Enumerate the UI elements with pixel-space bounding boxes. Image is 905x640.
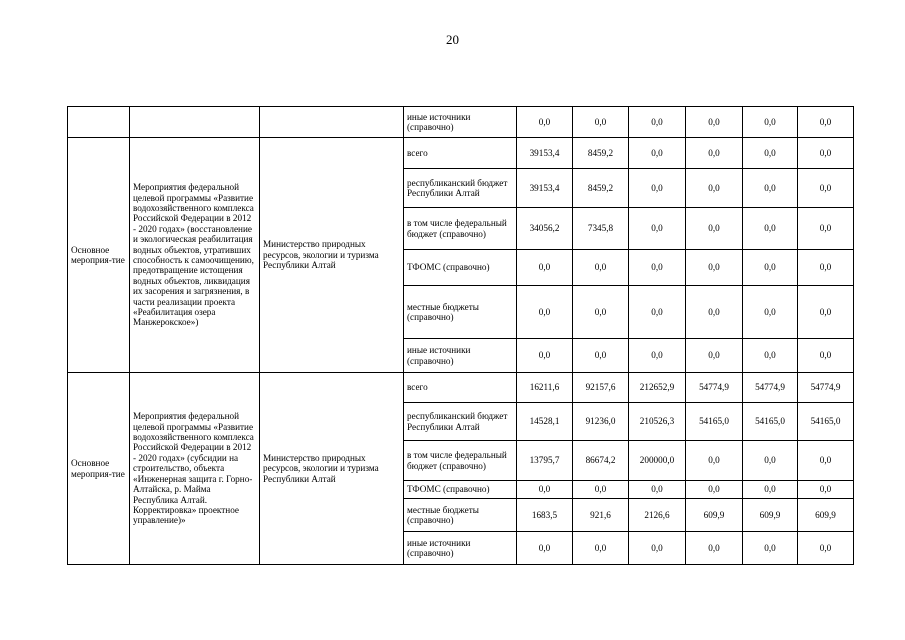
value-cell: 0,0	[573, 250, 629, 286]
event-name: Мероприятия федеральной целевой программы «Развитие водохозяйственного комплекса Российской Федерации в 2012 - 2020 годах» (восстановление и экологическая реабилитация водных объектов, утративших способность к самоочищению, предотвращение истощения водных объектов, ликвидация их засорения и загрязнения, в части реализации проекта «Реабилитация озера Манжерокское»)	[130, 138, 260, 373]
value-cell: 0,0	[629, 286, 686, 339]
value-cell: 0,0	[743, 169, 798, 208]
value-cell: 0,0	[798, 107, 854, 138]
value-cell: 0,0	[629, 339, 686, 373]
value-cell: 212652,9	[629, 373, 686, 403]
value-cell: 0,0	[517, 481, 573, 499]
funding-source: иные источники (справочно)	[404, 107, 517, 138]
empty-cell	[260, 107, 404, 138]
value-cell: 0,0	[743, 208, 798, 250]
value-cell: 0,0	[629, 481, 686, 499]
value-cell: 0,0	[798, 481, 854, 499]
event-status: Основное мероприя-тие	[68, 373, 130, 565]
value-cell: 0,0	[798, 169, 854, 208]
funding-source: местные бюджеты (справочно)	[404, 499, 517, 532]
funding-source: местные бюджеты (справочно)	[404, 286, 517, 339]
funding-source: иные источники (справочно)	[404, 339, 517, 373]
value-cell: 0,0	[743, 107, 798, 138]
value-cell: 0,0	[798, 532, 854, 565]
value-cell: 0,0	[743, 441, 798, 481]
page-number: 20	[446, 32, 459, 47]
value-cell: 0,0	[743, 339, 798, 373]
empty-cell	[130, 107, 260, 138]
value-cell: 54774,9	[798, 373, 854, 403]
event-name: Мероприятия федеральной целевой программы «Развитие водохозяйственного комплекса Российской Федерации в 2012 - 2020 годах» (субсидии на строительство, объекта «Инженерная защита г. Горно-Алтайска, р. Майма Республика Алтай. Корректировка» проектное управление)»	[130, 373, 260, 565]
value-cell: 2126,6	[629, 499, 686, 532]
value-cell: 54165,0	[686, 403, 743, 441]
value-cell: 0,0	[686, 481, 743, 499]
value-cell: 0,0	[743, 532, 798, 565]
funding-source: ТФОМС (справочно)	[404, 250, 517, 286]
funding-source: всего	[404, 373, 517, 403]
value-cell: 86674,2	[573, 441, 629, 481]
value-cell: 0,0	[573, 532, 629, 565]
value-cell: 0,0	[798, 250, 854, 286]
value-cell: 0,0	[517, 250, 573, 286]
value-cell: 1683,5	[517, 499, 573, 532]
value-cell: 16211,6	[517, 373, 573, 403]
empty-cell	[68, 107, 130, 138]
value-cell: 0,0	[686, 441, 743, 481]
value-cell: 0,0	[686, 532, 743, 565]
value-cell: 0,0	[629, 208, 686, 250]
value-cell: 0,0	[573, 339, 629, 373]
value-cell: 14528,1	[517, 403, 573, 441]
value-cell: 54774,9	[686, 373, 743, 403]
value-cell: 13795,7	[517, 441, 573, 481]
value-cell: 91236,0	[573, 403, 629, 441]
funding-source: в том числе федеральный бюджет (справочно)	[404, 441, 517, 481]
funding-source: иные источники (справочно)	[404, 532, 517, 565]
value-cell: 0,0	[686, 169, 743, 208]
value-cell: 0,0	[798, 138, 854, 169]
value-cell: 0,0	[743, 481, 798, 499]
value-cell: 0,0	[517, 107, 573, 138]
value-cell: 34056,2	[517, 208, 573, 250]
value-cell: 609,9	[686, 499, 743, 532]
value-cell: 0,0	[517, 286, 573, 339]
value-cell: 0,0	[743, 138, 798, 169]
budget-table	[67, 106, 854, 565]
value-cell: 92157,6	[573, 373, 629, 403]
table-row	[68, 107, 854, 138]
value-cell: 8459,2	[573, 138, 629, 169]
value-cell: 7345,8	[573, 208, 629, 250]
value-cell: 0,0	[743, 286, 798, 339]
value-cell: 39153,4	[517, 169, 573, 208]
value-cell: 8459,2	[573, 169, 629, 208]
funding-source: республиканский бюджет Республики Алтай	[404, 403, 517, 441]
value-cell: 0,0	[629, 107, 686, 138]
funding-source: ТФОМС (справочно)	[404, 481, 517, 499]
table-row	[68, 138, 854, 169]
funding-source: в том числе федеральный бюджет (справочно)	[404, 208, 517, 250]
value-cell: 0,0	[517, 339, 573, 373]
value-cell: 0,0	[686, 250, 743, 286]
value-cell: 0,0	[686, 339, 743, 373]
value-cell: 0,0	[743, 250, 798, 286]
value-cell: 0,0	[517, 532, 573, 565]
value-cell: 0,0	[629, 250, 686, 286]
value-cell: 0,0	[798, 441, 854, 481]
value-cell: 0,0	[573, 286, 629, 339]
value-cell: 210526,3	[629, 403, 686, 441]
event-executor: Министерство природных ресурсов, экологии и туризма Республики Алтай	[260, 138, 404, 373]
funding-source: республиканский бюджет Республики Алтай	[404, 169, 517, 208]
value-cell: 609,9	[743, 499, 798, 532]
value-cell: 54165,0	[743, 403, 798, 441]
value-cell: 0,0	[629, 169, 686, 208]
value-cell: 0,0	[573, 481, 629, 499]
value-cell: 54774,9	[743, 373, 798, 403]
value-cell: 0,0	[686, 208, 743, 250]
value-cell: 0,0	[798, 339, 854, 373]
value-cell: 0,0	[686, 107, 743, 138]
value-cell: 54165,0	[798, 403, 854, 441]
value-cell: 0,0	[573, 107, 629, 138]
value-cell: 0,0	[629, 138, 686, 169]
value-cell: 0,0	[798, 208, 854, 250]
value-cell: 0,0	[686, 138, 743, 169]
value-cell: 609,9	[798, 499, 854, 532]
value-cell: 39153,4	[517, 138, 573, 169]
event-status: Основное мероприя-тие	[68, 138, 130, 373]
funding-source: всего	[404, 138, 517, 169]
table-row	[68, 373, 854, 403]
value-cell: 200000,0	[629, 441, 686, 481]
value-cell: 0,0	[686, 286, 743, 339]
value-cell: 921,6	[573, 499, 629, 532]
value-cell: 0,0	[798, 286, 854, 339]
event-executor: Министерство природных ресурсов, экологии и туризма Республики Алтай	[260, 373, 404, 565]
value-cell: 0,0	[629, 532, 686, 565]
